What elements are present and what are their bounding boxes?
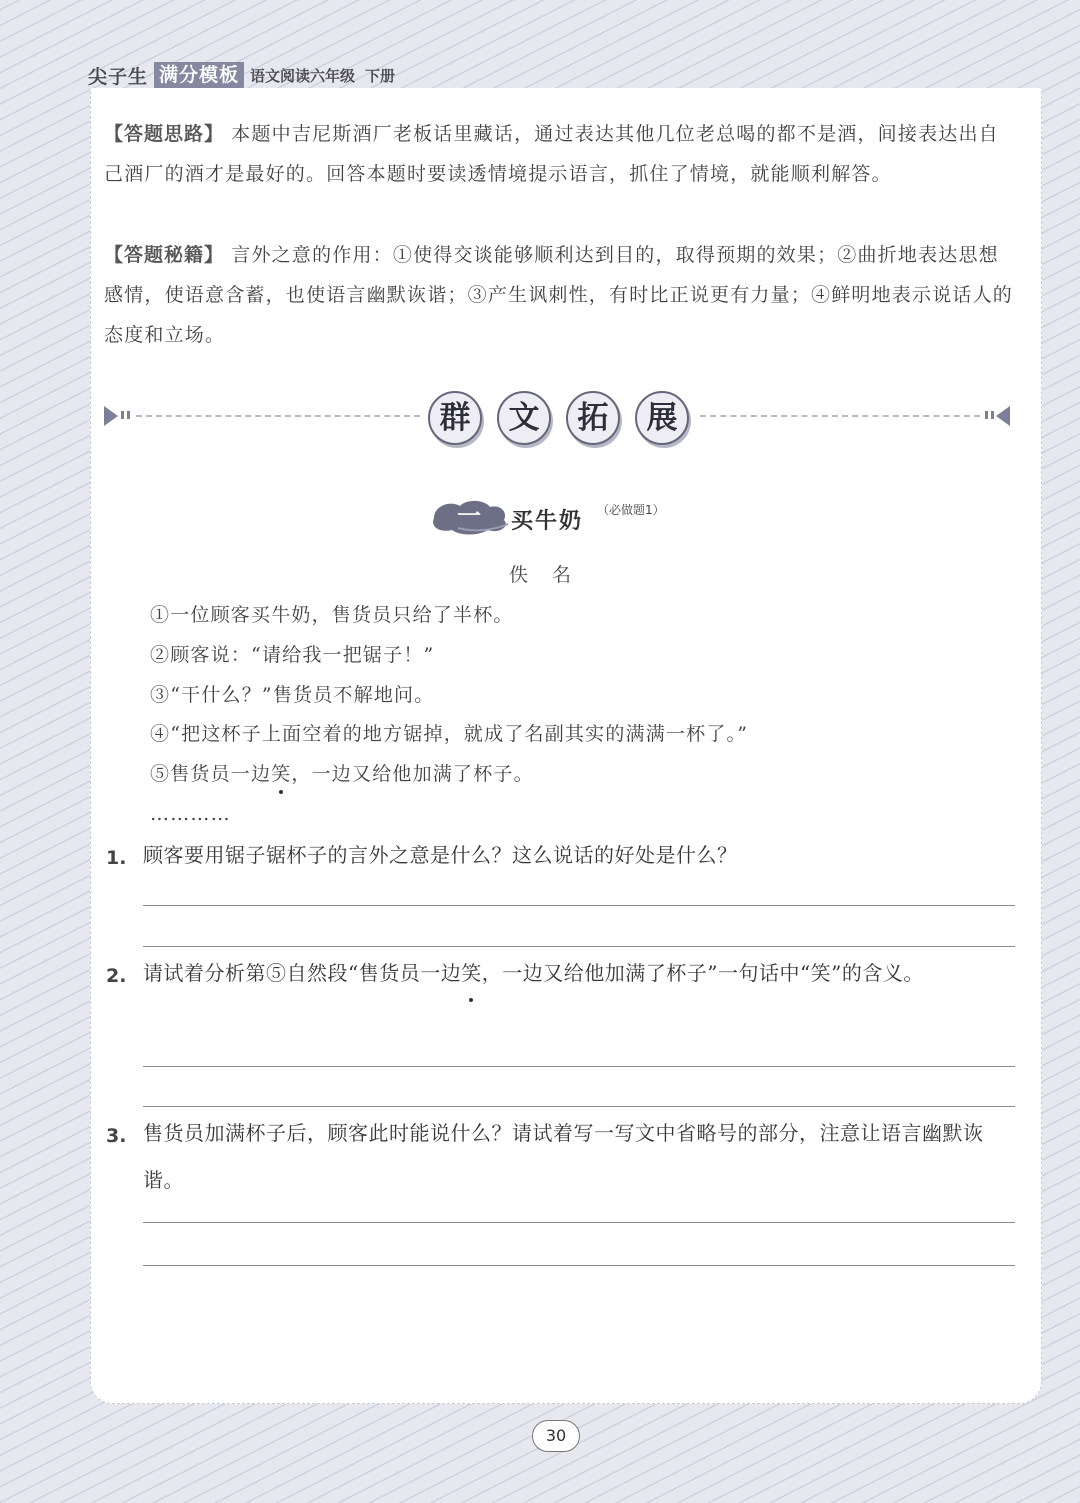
answer-line [143, 1222, 1015, 1223]
story-text: ，一边又给他加满了杯子。 [291, 763, 534, 785]
dashed-divider [136, 415, 420, 417]
tick-mark [991, 411, 994, 419]
section-note: （必做题1） [597, 503, 665, 517]
story-text: ⑤售货员一边 [150, 763, 272, 785]
question-text-part: 请试着分析第⑤自然段“售货员一边 [143, 961, 462, 985]
answer-idea-label: 【答题思路】 [104, 123, 225, 145]
answer-line [143, 1265, 1015, 1266]
emphasis-char: 笑 [271, 759, 291, 789]
answer-line [143, 905, 1015, 906]
question-text: 顾客要用锯子锯杯子的言外之意是什么？这么说话的好处是什么？ [143, 843, 738, 867]
question-number: 1. [106, 847, 127, 869]
question-text-part: ，一边又给他加满了杯子”一句话中“笑”的含义。 [481, 961, 924, 985]
tick-mark [985, 411, 988, 419]
banner-char: 展 [635, 391, 689, 445]
tick-mark [127, 411, 130, 419]
story-paragraph [150, 759, 534, 789]
story-paragraph: ②顾客说：“请给我一把锯子！” [150, 644, 435, 666]
series-badge: 满分模板 [154, 62, 244, 88]
answer-secret-paragraph [104, 235, 1014, 355]
subject-label: 语文阅读六年级 [250, 66, 356, 85]
answer-idea-text: 本题中吉尼斯酒厂老板话里藏话，通过表达其他几位老总喝的都不是酒，间接表达出自己酒厂的酒才是最好的。回答本题时要读透情境提示语言，抓住了情境，就能顺利解答。 [104, 123, 999, 185]
question-text: 售货员加满杯子后，顾客此时能说什么？请试着写一写文中省略号的部分，注意让语言幽默诙谐。 [143, 1121, 984, 1192]
banner-char: 拓 [566, 391, 620, 445]
answer-line [143, 1066, 1015, 1067]
tick-mark [121, 411, 124, 419]
arrow-left-icon [104, 406, 118, 426]
author-name: 佚名 [508, 564, 595, 586]
answer-idea-paragraph [104, 114, 1014, 194]
answer-secret-text: 言外之意的作用：①使得交谈能够顺利达到目的，取得预期的效果；②曲折地表达思想感情，使语意含蓄，也使语言幽默诙谐；③产生讽刺性，有时比正说更有力量；④鲜明地表示说话人的态度和立场。 [104, 244, 1014, 346]
banner-char: 文 [497, 391, 551, 445]
brand-name: 尖子生 [88, 65, 149, 88]
story-paragraph: ③“干什么？”售货员不解地问。 [150, 684, 435, 706]
arrow-right-icon [996, 406, 1010, 426]
question-number: 3. [106, 1125, 127, 1147]
emphasis-char: 笑 [461, 950, 482, 997]
story-paragraph: ①一位顾客买牛奶，售货员只给了半杯。 [150, 604, 514, 626]
answer-line [143, 1106, 1015, 1107]
story-ellipsis: ………… [150, 803, 231, 825]
page-number: 30 [532, 1420, 580, 1452]
banner-char: 群 [428, 391, 482, 445]
answer-secret-label: 【答题秘籍】 [104, 244, 225, 266]
section-title: 买牛奶 [511, 508, 584, 534]
dashed-divider [700, 415, 980, 417]
section-number: 一 [457, 502, 481, 530]
question-number: 2. [106, 965, 127, 987]
book-header [88, 62, 395, 88]
answer-line [143, 946, 1015, 947]
volume-label: 下册 [365, 66, 396, 85]
question-text [143, 950, 1015, 997]
story-paragraph: ④“把这杯子上面空着的地方锯掉，就成了名副其实的满满一杯了。” [150, 723, 749, 745]
